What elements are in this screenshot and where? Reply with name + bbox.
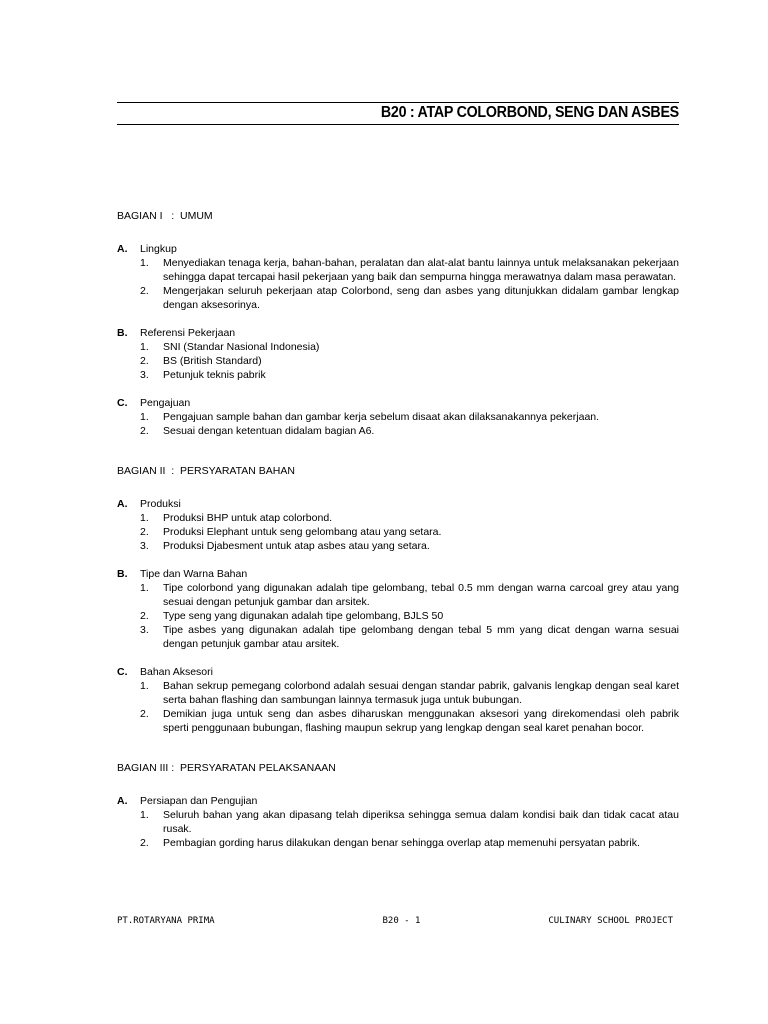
section-heading	[117, 396, 679, 410]
item-number: 1.	[140, 411, 149, 423]
item-text: BS (British Standard)	[163, 355, 262, 367]
list-item	[117, 581, 679, 609]
section-title: Bahan Aksesori	[140, 666, 213, 678]
section-letter: B.	[117, 327, 128, 339]
section	[117, 497, 679, 553]
section-heading	[117, 665, 679, 679]
part-spacer	[117, 452, 679, 464]
section-heading	[117, 567, 679, 581]
document-title: B20 : ATAP COLORBOND, SENG DAN ASBES	[380, 104, 679, 121]
item-number: 3.	[140, 624, 149, 636]
item-list	[117, 410, 679, 438]
item-number: 2.	[140, 837, 149, 849]
list-item	[117, 424, 679, 438]
section-heading	[117, 326, 679, 340]
section-title: Lingkup	[140, 243, 177, 255]
section-letter: C.	[117, 666, 128, 678]
item-text: Produksi Djabesment untuk atap asbes atau yang setara.	[163, 540, 430, 552]
item-number: 2.	[140, 285, 149, 297]
item-number: 3.	[140, 540, 149, 552]
list-item	[117, 511, 679, 525]
item-list	[117, 256, 679, 312]
item-text: Tipe colorbond yang digunakan adalah tipe gelombang, tebal 0.5 mm dengan warna carcoal grey atau yang sesuai dengan petunjuk gambar dan arsitek.	[163, 582, 679, 608]
item-text: Demikian juga untuk seng dan asbes diharuskan menggunakan aksesori yang direkomendasi oleh pabrik sperti penggunaan bubungan, flashing maupun sekrup yang lengkap dengan seal karet penahan bocor.	[163, 708, 679, 734]
header-rule-bottom	[117, 124, 679, 125]
item-list	[117, 581, 679, 651]
section-title: Referensi Pekerjaan	[140, 327, 236, 339]
list-item	[117, 707, 679, 735]
item-list	[117, 679, 679, 735]
item-number: 1.	[140, 680, 149, 692]
item-text: Petunjuk teknis pabrik	[163, 369, 266, 381]
footer-project: CULINARY SCHOOL PROJECT	[548, 916, 673, 926]
item-number: 1.	[140, 341, 149, 353]
item-text: Mengerjakan seluruh pekerjaan atap Colorbond, seng dan asbes yang ditunjukkan didalam gambar lengkap dengan aksesorinya.	[163, 285, 679, 311]
item-number: 2.	[140, 708, 149, 720]
item-text: Menyediakan tenaga kerja, bahan-bahan, peralatan dan alat-alat bantu lainnya untuk melaksanakan pekerjaan sehingga dapat tercapai hasil pekerjaan yang baik dan sempurna hingga merawatnya dalam masa perawatan.	[163, 257, 679, 283]
part-heading: BAGIAN I : UMUM	[117, 210, 213, 222]
item-text: Sesuai dengan ketentuan didalam bagian A6.	[163, 425, 375, 437]
header-rule-top	[117, 102, 679, 103]
item-list	[117, 808, 679, 850]
item-text: Tipe asbes yang digunakan adalah tipe gelombang dengan tebal 5 mm yang dicat dengan warna sesuai dengan petunjuk gambar atau arsitek.	[163, 624, 679, 650]
list-item	[117, 284, 679, 312]
page-footer	[117, 916, 673, 926]
section-letter: B.	[117, 568, 128, 580]
list-item	[117, 679, 679, 707]
section	[117, 242, 679, 312]
list-item	[117, 539, 679, 553]
list-item	[117, 836, 679, 850]
item-number: 2.	[140, 355, 149, 367]
section-title: Pengajuan	[140, 397, 191, 409]
list-item	[117, 525, 679, 539]
item-text: Type seng yang digunakan adalah tipe gelombang, BJLS 50	[163, 610, 444, 622]
item-number: 2.	[140, 526, 149, 538]
list-item	[117, 354, 679, 368]
document-page	[117, 0, 679, 1024]
section-letter: C.	[117, 397, 128, 409]
item-number: 2.	[140, 610, 149, 622]
section	[117, 326, 679, 382]
item-number: 1.	[140, 257, 149, 269]
list-item	[117, 623, 679, 651]
section	[117, 665, 679, 735]
item-text: Produksi Elephant untuk seng gelombang atau yang setara.	[163, 526, 442, 538]
item-text: Pembagian gording harus dilakukan dengan benar sehingga overlap atap memenuhi persyatan pabrik.	[163, 837, 640, 849]
item-number: 2.	[140, 425, 149, 437]
item-number: 1.	[140, 512, 149, 524]
list-item	[117, 256, 679, 284]
item-list	[117, 340, 679, 382]
section-letter: A.	[117, 243, 128, 255]
section-letter: A.	[117, 795, 128, 807]
part-heading: BAGIAN II : PERSYARATAN BAHAN	[117, 465, 295, 477]
item-number: 1.	[140, 582, 149, 594]
section-title: Persiapan dan Pengujian	[140, 795, 258, 807]
part-spacer	[117, 749, 679, 761]
list-item	[117, 609, 679, 623]
part-heading: BAGIAN III : PERSYARATAN PELAKSANAAN	[117, 762, 336, 774]
item-text: Produksi BHP untuk atap colorbond.	[163, 512, 333, 524]
list-item	[117, 368, 679, 382]
section	[117, 567, 679, 651]
item-text: Bahan sekrup pemegang colorbond adalah sesuai dengan standar pabrik, galvanis lengkap dengan seal karet serta bahan flashing dan sambungan lainnya termasuk juga untuk bubungan.	[163, 680, 679, 706]
section-heading	[117, 497, 679, 511]
item-list	[117, 511, 679, 553]
list-item	[117, 410, 679, 424]
section-letter: A.	[117, 498, 128, 510]
section-heading	[117, 242, 679, 256]
section-heading	[117, 794, 679, 808]
footer-company: PT.ROTARYANA PRIMA	[117, 916, 215, 926]
item-number: 1.	[140, 809, 149, 821]
footer-page-number: B20 - 1	[382, 916, 421, 926]
section-title: Produksi	[140, 498, 181, 510]
item-text: SNI (Standar Nasional Indonesia)	[163, 341, 320, 353]
list-item	[117, 808, 679, 836]
item-text: Seluruh bahan yang akan dipasang telah diperiksa sehingga semua dalam kondisi baik dan tidak cacat atau rusak.	[163, 809, 679, 835]
section	[117, 794, 679, 850]
document-body	[117, 209, 679, 864]
item-number: 3.	[140, 369, 149, 381]
item-text: Pengajuan sample bahan dan gambar kerja sebelum disaat akan dilaksanakannya pekerjaan.	[163, 411, 600, 423]
section	[117, 396, 679, 438]
section-title: Tipe dan Warna Bahan	[140, 568, 248, 580]
list-item	[117, 340, 679, 354]
